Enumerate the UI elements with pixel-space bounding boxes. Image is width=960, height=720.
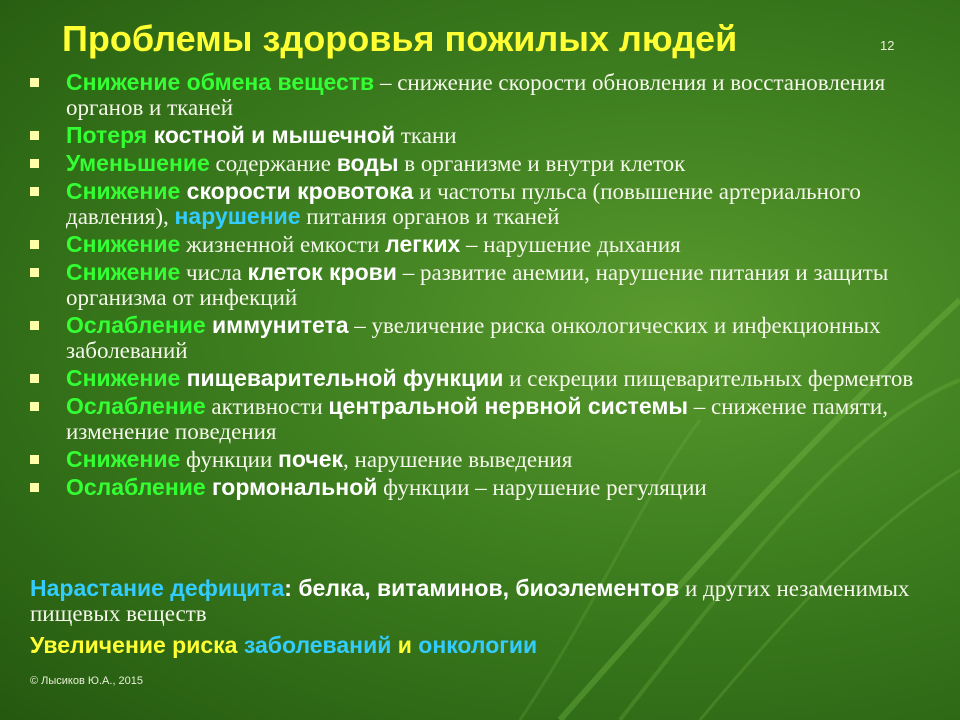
text-segment: Снижение bbox=[66, 231, 181, 257]
text-segment: гормональной bbox=[205, 474, 378, 500]
text-segment: воды bbox=[336, 150, 399, 176]
text-segment: Снижение bbox=[66, 446, 181, 472]
text-segment: содержание bbox=[209, 151, 337, 176]
text-segment: и частоты пульса (повышение артериального давления), bbox=[66, 179, 861, 229]
text-segment: питания органов и тканей bbox=[300, 204, 560, 229]
list-item bbox=[30, 123, 930, 148]
square-bullet-icon bbox=[30, 321, 39, 330]
text-segment: Снижение обмена веществ bbox=[66, 69, 375, 95]
list-item bbox=[30, 179, 930, 229]
deficit-line bbox=[30, 576, 930, 626]
text-segment: костной и мышечной bbox=[153, 122, 396, 148]
text-segment: функции – нарушение регуляции bbox=[377, 475, 707, 500]
list-item bbox=[30, 70, 930, 120]
list-item bbox=[30, 394, 930, 444]
text-segment: ткани bbox=[395, 123, 457, 148]
text-segment: Ослабление bbox=[66, 393, 206, 419]
slide-number: 12 bbox=[880, 38, 895, 53]
text-segment: и bbox=[391, 632, 419, 658]
text-segment: Ослабление bbox=[66, 312, 206, 338]
square-bullet-icon bbox=[30, 483, 39, 492]
text-segment: клеток крови bbox=[247, 259, 397, 285]
text-segment: почек bbox=[278, 446, 344, 472]
copyright-footer: © Лысиков Ю.А., 2015 bbox=[30, 675, 144, 687]
risk-line bbox=[30, 633, 930, 658]
square-bullet-icon bbox=[30, 268, 39, 277]
text-segment: Увеличение риска bbox=[30, 632, 244, 658]
text-segment: Снижение bbox=[66, 259, 181, 285]
square-bullet-icon bbox=[30, 240, 39, 249]
text-segment: Снижение bbox=[66, 178, 181, 204]
text-segment: пищеварительной функции bbox=[180, 365, 504, 391]
text-segment: – снижение памяти, изменение поведения bbox=[66, 394, 888, 444]
text-segment: Снижение bbox=[66, 365, 181, 391]
list-item bbox=[30, 232, 930, 257]
text-segment: и секреции пищеварительных ферментов bbox=[503, 366, 914, 391]
square-bullet-icon bbox=[30, 187, 39, 196]
text-segment: – нарушение дыхания bbox=[460, 232, 681, 257]
text-segment: : белка, витаминов, биоэлементов bbox=[284, 575, 680, 601]
text-segment: активности bbox=[205, 394, 329, 419]
slide-title: Проблемы здоровья пожилых людей bbox=[62, 18, 738, 59]
text-segment: центральной нервной системы bbox=[328, 393, 689, 419]
list-item bbox=[30, 447, 930, 472]
square-bullet-icon bbox=[30, 455, 39, 464]
list-item bbox=[30, 313, 930, 363]
text-segment: Нарастание дефицита bbox=[30, 575, 285, 601]
problem-list bbox=[30, 70, 930, 503]
text-segment: скорости кровотока bbox=[180, 178, 414, 204]
text-segment: – развитие анемии, нарушение питания и защиты организма от инфекций bbox=[66, 260, 889, 310]
list-item bbox=[30, 366, 930, 391]
text-segment: – увеличение риска онкологических и инфекционных заболеваний bbox=[66, 313, 881, 363]
text-segment: Ослабление bbox=[66, 474, 206, 500]
text-segment: числа bbox=[180, 260, 248, 285]
text-segment: в организме и внутри клеток bbox=[398, 151, 686, 176]
text-segment: Уменьшение bbox=[66, 150, 210, 176]
list-item bbox=[30, 151, 930, 176]
text-segment: нарушение bbox=[174, 203, 301, 229]
square-bullet-icon bbox=[30, 159, 39, 168]
square-bullet-icon bbox=[30, 374, 39, 383]
text-segment: онкологии bbox=[418, 632, 538, 658]
text-segment: заболеваний bbox=[243, 632, 392, 658]
text-segment: и других незаменимых пищевых веществ bbox=[30, 576, 910, 626]
text-segment: функции bbox=[180, 447, 279, 472]
text-segment: – снижение скорости обновления и восстановления органов и тканей bbox=[66, 70, 886, 120]
text-segment: , нарушение выведения bbox=[343, 447, 573, 472]
list-item bbox=[30, 475, 930, 500]
text-segment: иммунитета bbox=[205, 312, 349, 338]
square-bullet-icon bbox=[30, 402, 39, 411]
list-item bbox=[30, 260, 930, 310]
text-segment: жизненной емкости bbox=[180, 232, 386, 257]
text-segment: Потеря bbox=[66, 122, 154, 148]
square-bullet-icon bbox=[30, 78, 39, 87]
square-bullet-icon bbox=[30, 131, 39, 140]
text-segment: легких bbox=[385, 231, 461, 257]
